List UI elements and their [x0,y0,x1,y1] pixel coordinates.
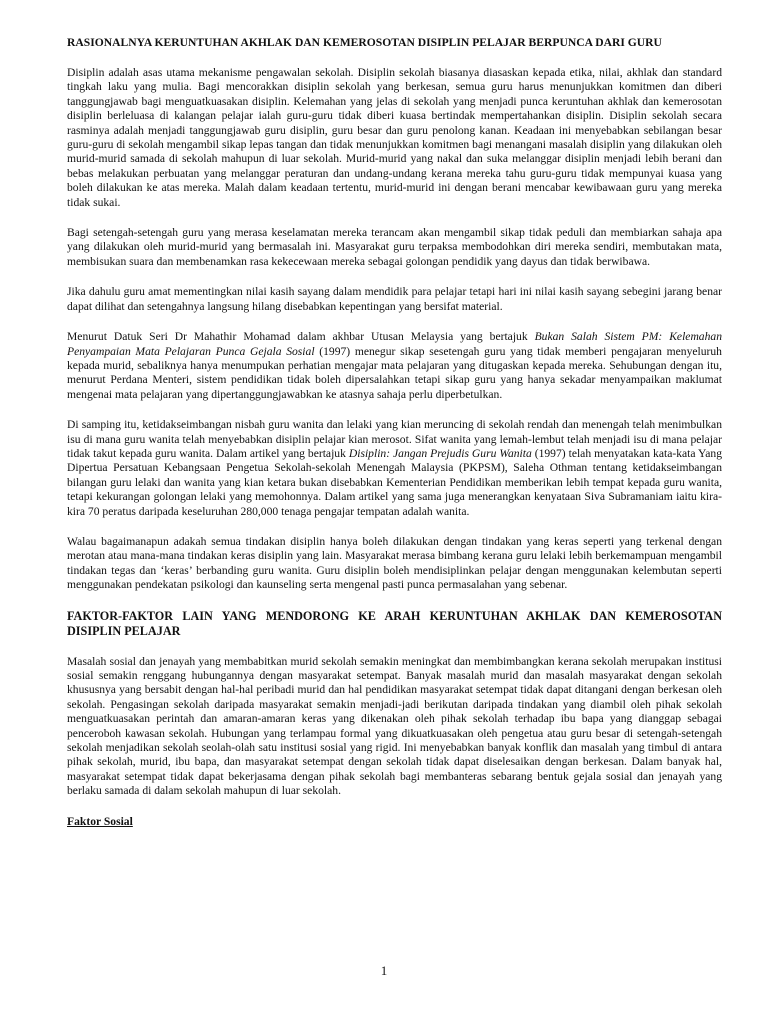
article-title-italic: Bukan Salah Sistem PM: Kelemahan Penyampaian Mata Pelajaran Punca Gejala Sosial [67,330,722,358]
article-title-italic: Disiplin: Jangan Prejudis Guru Wanita [348,446,532,460]
paragraph-6: Walau bagaimanapun adakah semua tindakan disiplin hanya boleh dilakukan dengan tindakan yang keras seperti yang terkenal dengan merotan atau mana-mana tindakan keras disiplin yang lain. Masyarakat merasa bimbang kerana guru lelaki lebih berkemampuan mengambil tindakan tegas dan ‘keras’ berbanding guru wanita. Guru disiplin boleh mendisiplinkan pelajar dengan menggunakan kelembutan seperti menggunakan pendekatan psikologi dan kaunseling serta mengenal pasti punca permasalahan yang sebenar. [67,534,722,592]
paragraph-4 [67,330,722,402]
page-number: 1 [380,963,388,978]
paragraph-7: Masalah sosial dan jenayah yang membabitkan murid sekolah semakin meningkat dan membimbangkan kerana sekolah merupakan institusi sosial semakin renggang hubungannya dengan masyarakat setempat. Banyak masalah murid dan masalah masyarakat dengan sekolah khususnya yang bersabit dengan hal-hal peribadi murid dan hal pendidikan masyarakat setempat tidak dapat ditangani dengan berkesan oleh sekolah. Pengasingan sekolah daripada masyarakat semakin menjadi-jadi berikutan daripada tindakan yang diambil oleh pihak sekolah menguatkuasakan perintah dan amaran-amaran keras yang dikenakan oleh pihak sekolah terhadap ibu bapa yang dianggap sebagai penceroboh kawasan sekolah. Hubungan yang terlampau formal yang dikuatkuasakan oleh pengetua atau guru besar di setengah-setengah sekolah menjadikan sekolah seolah-olah satu institusi sosial yang rigid. Ini menyebabkan banyak konflik dan masalah yang timbul di antara pihak sekolah, murid, ibu bapa, dan masyarakat setempat dengan sekolah tidak dapat diselesaikan dengan berkesan. Dalam banyak hal, masyarakat setempat tidak dapat bekerjasama dengan pihak sekolah bagi membanteras sebarang bentuk gejala sosial dan jenayah yang berlaku samada di dalam sekolah mahupun di luar sekolah. [67,654,722,798]
paragraph-4-text-after: (1997) menegur sikap sesetengah guru yang tidak memberi pengajaran menyeluruh kepada murid, sebaliknya hanya menumpukan perhatian mengajar mata pelajaran yang ditugaskan kepada mereka. Sehubungan dengan itu, menurut Perdana Menteri, sistem pendidikan tidak boleh dipersalahkan tetapi sikap guru yang hanya sekadar menyampaikan maklumat mengenai mata pelajaran yang dipertanggungjawabkan ke atasnya sahaja perlu diperbetulkan. [67,344,722,401]
paragraph-4-text-before: Menurut Datuk Seri Dr Mahathir Mohamad dalam akhbar Utusan Melaysia yang bertajuk [67,330,535,344]
paragraph-5-text-after: (1997) telah menyatakan kata-kata Yang Dipertua Persatuan Kebangsaan Pengetua Sekolah-sekolah Menengah Malaysia (PKPSM), Saleha Othman tentang ketidakseimbangan bilangan guru lelaki dan wanita yang kian ketara bukan disebabkan Kementerian Pendidikan memberikan lebih tempat kepada guru wanita, tetapi kekurangan golongan lelaki yang memohonnya. Dalam artikel yang sama juga menerangkan kenyataan Siva Subramaniam iaitu kira-kira 70 peratus daripada keseluruhan 280,000 tenaga pengajar tempatan adalah wanita. [67,446,722,518]
paragraph-5 [67,418,722,519]
paragraph-1: Disiplin adalah asas utama mekanisme pengawalan sekolah. Disiplin sekolah biasanya diasaskan kepada etika, nilai, akhlak dan standard tingkah laku yang mulia. Bagi mencorakkan disiplin sekolah yang berkesan, semua guru harus menunjukkan komitmen dan diberi tanggungjawab bagi menguatkuasakan disiplin. Kelemahan yang jelas di sekolah yang menjadi punca keruntuhan akhlak dan kemerosotan disiplin berleluasa di kalangan pelajar ialah guru-guru tidak diberi kuasa bertindak mempertahankan disiplin. Disiplin sekolah secara rasminya adalah menjadi tanggungjawab guru disiplin, guru besar dan guru penolong kanan. Keadaan ini menyebabkan sebilangan besar guru-guru di sekolah mengambil sikap lepas tangan dan tidak menunjukkan komitmen bagi menangani masalah disiplin yang dilakukan oleh murid-murid samada di sekolah mahupun di luar sekolah. Murid-murid yang nakal dan suka melanggar disiplin menjadi lebih berani dan bebas melakukan perbuatan yang melanggar peraturan dan undang-undang kerana mereka tahu guru-guru tidak mempunyai kuasa yang boleh dilakukan ke atas mereka. Malah dalam keadaan tertentu, murid-murid ini dengan berani mencabar kewibawaan guru yang mereka tidak sukai. [67,66,722,209]
subsection-heading: Faktor Sosial [67,814,133,828]
paragraph-2: Bagi setengah-setengah guru yang merasa keselamatan mereka terancam akan mengambil sikap tidak peduli dan membiarkan sahaja apa yang dilakukan oleh murid-murid yang bermasalah ini. Masyarakat guru terpaksa membodohkan diri mereka sendiri, membutakan mata, membisukan suara dan membenamkan rasa kekecewaan mereka sebagai golongan pendidik yang dayus dan tidak berwibawa. [67,226,722,268]
section-heading: FAKTOR-FAKTOR LAIN YANG MENDORONG KE ARAH KERUNTUHAN AKHLAK DAN KEMEROSOTAN DISIPLIN PELAJAR [67,608,722,638]
paragraph-5-text-before: Di samping itu, ketidakseimbangan nisbah guru wanita dan lelaki yang kian meruncing di sekolah rendah dan menengah telah menimbulkan isu di mana guru wanita telah menyebabkan disiplin pelajar kian merosot. Sifat wanita yang lemah-lembut telah menjadi isu di mana pelajar tidak takut kepada guru wanita. Dalam artikel yang bertajuk [67,418,722,460]
paragraph-3: Jika dahulu guru amat mementingkan nilai kasih sayang dalam mendidik para pelajar tetapi hari ini nilai kasih sayang sebegini jarang benar dapat dilihat dan setengahnya langsung hilang disebabkan kepentingan yang bersifat material. [67,285,722,313]
document-title: RASIONALNYA KERUNTUHAN AKHLAK DAN KEMEROSOTAN DISIPLIN PELAJAR BERPUNCA DARI GURU [67,36,662,49]
document-page [67,36,722,829]
